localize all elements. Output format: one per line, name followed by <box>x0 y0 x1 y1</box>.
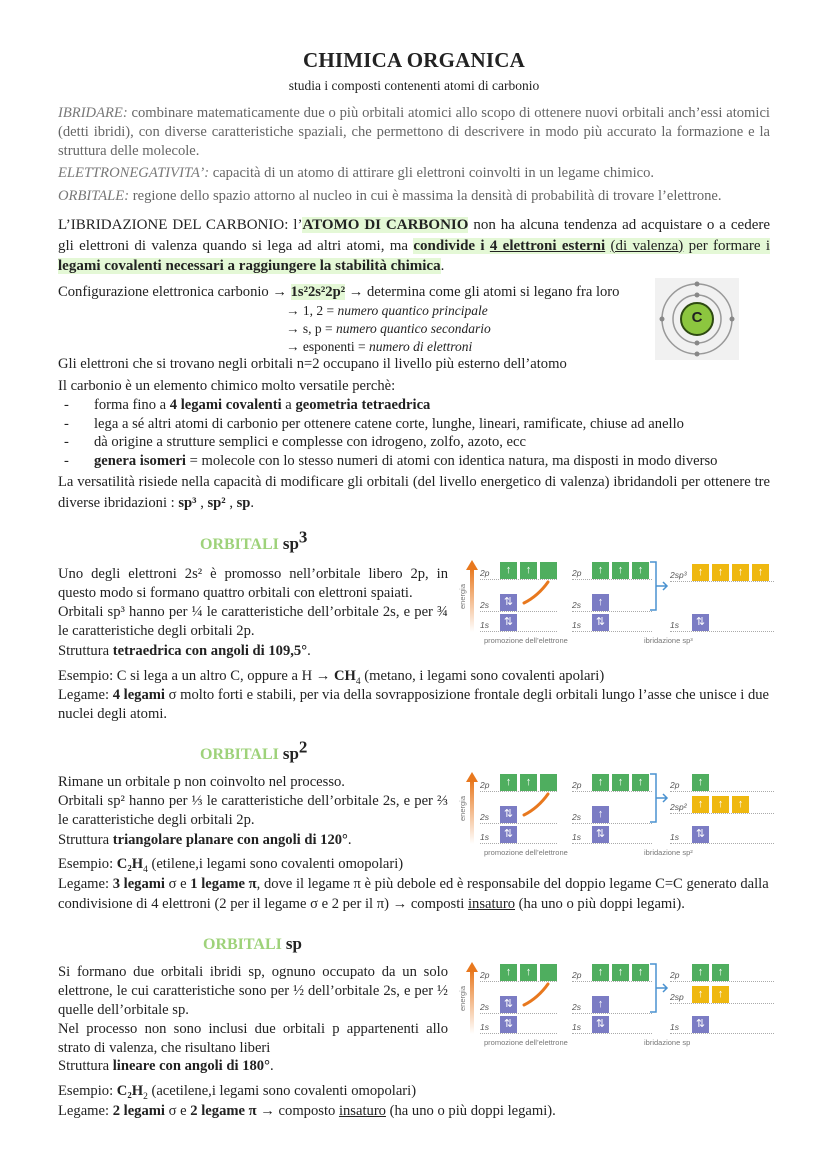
level-label: 1s <box>670 620 679 630</box>
text: Orbitali sp² hanno per ⅓ le caratteristiche dell’orbitale 2s, e per ⅔ le caratteristiche degli orbitali 2p. <box>58 793 448 828</box>
versatile-intro: Il carbonio è un elemento chimico molto versatile perchè: <box>58 378 396 394</box>
orbital-box-pair: ⇅ <box>692 1016 709 1033</box>
caption-hybridization: ibridazione sp³ <box>644 636 693 645</box>
text: 4 <box>355 676 361 687</box>
highlight-atomo: ATOMO DI CARBONIO <box>302 217 469 233</box>
text: insaturo <box>338 1103 386 1119</box>
orbital-box-up: ↑ <box>692 964 709 981</box>
promotion-arrow-icon <box>524 984 548 1005</box>
sp3-paragraph <box>58 565 448 641</box>
text: σ e <box>165 1103 191 1119</box>
text: 4 legami <box>112 687 165 703</box>
orbital-box-pair: ⇅ <box>500 614 517 631</box>
level-label: 2p <box>670 780 680 790</box>
text: 4 legami covalenti <box>169 397 282 413</box>
text: ORBITALI <box>200 536 279 553</box>
text: 2 legami <box>112 1103 165 1119</box>
energy-arrow-icon <box>470 970 474 1034</box>
orbital-box-pair: ⇅ <box>592 826 609 843</box>
text: sp <box>285 934 302 953</box>
orbital-box-pair: ⇅ <box>500 806 517 823</box>
definition-text: regione dello spazio attorno al nucleo in cui è massima la densità di probabilità di trovare l’elettrone. <box>129 188 722 204</box>
orbital-box-pair: ⇅ <box>500 594 517 611</box>
text: legami covalenti necessari a raggiungere la stabilità chimica <box>58 258 441 274</box>
text: La versatilità risiede nella capacità di modificare gli orbitali (del livello energetico di valenza) ibridandoli per ottenere tre diverse ibridazioni : <box>58 474 770 511</box>
text: Struttura <box>58 832 113 848</box>
list-item <box>58 433 770 452</box>
orbital-box-up: ↑ <box>712 796 729 813</box>
bracket-icon <box>650 562 656 610</box>
page-subtitle: studia i composti contenenti atomi di carbonio <box>288 78 540 93</box>
text: C₂H <box>116 1083 144 1099</box>
orbital-box-up: ↑ <box>500 964 517 981</box>
text: sp <box>282 744 299 763</box>
text: Rimane un orbitale p non coinvolto nel processo. <box>58 774 345 790</box>
level-label: 1s <box>670 832 679 842</box>
text: tetraedrica con angoli di 109,5° <box>112 643 308 659</box>
energy-axis-label: energia <box>458 985 468 1012</box>
orbital-box-up: ↑ <box>612 774 629 791</box>
text: dà origine a strutture semplici e complesse con idrogeno, zolfo, azoto, ecc <box>94 434 526 450</box>
level-label: 2s <box>572 600 581 610</box>
bullet: - <box>64 415 69 432</box>
orbital-diagram-sp2 <box>458 770 772 866</box>
orbital-box-pair: ⇅ <box>692 826 709 843</box>
orbital-box-up: ↑ <box>632 964 649 981</box>
text: ORBITALI <box>203 936 282 953</box>
orbital-box-up: ↑ <box>592 996 609 1013</box>
text: . <box>347 832 352 848</box>
text: 4 elettroni esterni <box>489 237 606 254</box>
versatile-list <box>58 396 770 470</box>
list-item <box>58 415 770 434</box>
energy-arrow-icon <box>470 780 474 844</box>
definition-term: ELETTRONEGATIVITA’: <box>58 165 210 181</box>
text: σ molto forti e stabili, per via della sovrapposizione frontale degli orbitali lungo l’asse che unisce i due nuclei degli atomi. <box>58 687 770 722</box>
orbital-box-up: ↑ <box>752 564 769 581</box>
text: (ha uno o più doppi legami). <box>515 896 685 912</box>
carbon-atom-image <box>655 278 739 360</box>
ibridazione-paragraph <box>58 215 770 277</box>
text: . <box>269 1058 274 1074</box>
text: numero quantico principale <box>337 303 488 318</box>
definition-term: IBRIDARE: <box>58 105 128 121</box>
text: genera isomeri <box>94 452 186 469</box>
orbital-diagram-sp <box>458 960 772 1056</box>
list-item <box>58 452 770 471</box>
orbital-box-up: ↑ <box>612 964 629 981</box>
orbital-box-up: ↑ <box>500 774 517 791</box>
orbital-box-up: ↑ <box>692 986 709 1003</box>
heading-sp3 <box>200 527 308 554</box>
caption-hybridization: ibridazione sp <box>644 1038 691 1047</box>
text: → composto <box>256 1103 339 1119</box>
text: 4 <box>143 864 148 875</box>
level-label: 2s <box>572 1002 581 1012</box>
text: = molecole con lo stesso numeri di atomi con identica natura, ma disposti in modo diverso <box>186 452 718 469</box>
text: C₂H <box>116 856 144 872</box>
orbital-box-up: ↑ <box>520 964 537 981</box>
bracket-icon <box>650 774 656 822</box>
text: Esempio: <box>58 856 117 872</box>
level-label: 2p <box>572 568 582 578</box>
text: forma fino a <box>94 397 170 413</box>
page-title: CHIMICA ORGANICA <box>303 48 525 72</box>
text: non ha alcuna tendenza ad acquistare o a cedere gli elettroni di valenza quando si lega ad altri atomi, ma <box>58 217 771 254</box>
text: L’IBRIDAZIONE DEL CARBONIO: l’ <box>58 217 303 233</box>
text: Esempio: C si lega a un altro C, oppure a H → <box>58 668 335 684</box>
level-label: 2s <box>480 812 489 822</box>
text: ORBITALI <box>200 746 279 763</box>
text: . <box>307 643 311 659</box>
text: (etilene,i legami sono covalenti omopolari) <box>147 856 404 872</box>
text: , <box>225 495 237 511</box>
text: Legame: <box>58 687 113 703</box>
text: sp² <box>207 495 226 511</box>
text: per formare i <box>683 237 770 254</box>
level-label: 2p <box>572 780 582 790</box>
text: 2 <box>298 737 308 757</box>
sp2-legame <box>58 874 770 914</box>
orbital-box-pair: ⇅ <box>500 1016 517 1033</box>
orbital-box-up: ↑ <box>632 562 649 579</box>
text: (di valenza) <box>610 237 684 254</box>
orbital-box-up: ↑ <box>712 986 729 1003</box>
text: → esponenti = <box>286 339 369 354</box>
text: . <box>250 495 255 511</box>
config-note <box>286 302 828 320</box>
caption-promotion: promozione dell’elettrone <box>484 636 568 645</box>
orbital-box-up: ↑ <box>520 774 537 791</box>
promotion-arrow-icon <box>524 582 548 603</box>
text: . <box>440 258 445 274</box>
text: → 1, 2 = <box>286 303 338 318</box>
text: (acetilene,i legami sono covalenti omopolari) <box>147 1083 417 1099</box>
level-label: 1s <box>480 1022 489 1032</box>
sp3-legame <box>58 686 770 724</box>
heading-sp2 <box>200 737 308 764</box>
level-label: 2p <box>572 970 582 980</box>
sp-paragraph <box>58 963 448 1058</box>
text: lega a sé altri atomi di carbonio per ottenere catene corte, lunghe, lineari, ramificate, chiuse ad anello <box>94 415 684 432</box>
text: Configurazione elettronica carbonio → <box>58 284 291 300</box>
level-label: 1s <box>670 1022 679 1032</box>
text: (metano, i legami sono covalenti apolari) <box>360 668 605 684</box>
orbital-box-up: ↑ <box>592 806 609 823</box>
hybridize-arrow-icon <box>656 984 667 992</box>
orbital-box-up: ↑ <box>732 564 749 581</box>
text: , dove il legame π è più debole ed è responsabile del doppio legame C=C generato dalla condivisione di 4 elettroni (2 per il legame σ e 2 per il π) → composti <box>58 876 769 912</box>
n2-sentence: Gli elettroni che si trovano negli orbitali n=2 occupano il livello più esterno dell’atomo <box>58 356 567 372</box>
definition-elettronegativita <box>58 164 770 183</box>
level-label: 1s <box>572 832 581 842</box>
orbital-box-up: ↑ <box>712 964 729 981</box>
atom-symbol: C <box>691 309 703 326</box>
orbital-box-pair: ⇅ <box>500 826 517 843</box>
level-label: 2p <box>480 568 490 578</box>
orbital-box-up: ↑ <box>592 774 609 791</box>
level-label: 2s <box>480 600 489 610</box>
text: , <box>196 495 208 511</box>
definition-text: combinare matematicamente due o più orbitali atomici allo scopo di ottenere nuovi orbitali anch’essi atomici (detti ibridi), con diverse caratteristiche spaziali, che permettono di descrivere in modo più accurato la formazione e la struttura delle molecole. <box>58 105 770 159</box>
sp-struttura <box>58 1057 770 1076</box>
orbital-box-up: ↑ <box>592 594 609 611</box>
level-label: 2sp <box>670 992 684 1002</box>
electron-config-formula: 1s²2s²2p² <box>290 284 346 300</box>
orbital-box-up: ↑ <box>520 562 537 579</box>
bullet: - <box>64 452 69 469</box>
bullet: - <box>64 434 69 450</box>
text: → determina come gli atomi si legano fra loro <box>345 284 620 300</box>
caption-hybridization: ibridazione sp² <box>644 848 693 857</box>
hybridize-arrow-icon <box>656 582 667 590</box>
caption-promotion: promozione dell’elettrone <box>484 848 568 857</box>
text: Struttura <box>58 643 113 659</box>
text: condivide i <box>413 237 490 254</box>
level-label: 1s <box>480 832 489 842</box>
text: Si formano due orbitali ibridi sp, ognuno occupato da un solo elettrone, le cui caratteristiche sono per ½ dell’orbitale 2s, e per ½ quelle dell’orbitale sp. <box>58 964 448 1018</box>
level-label: 2sp³ <box>670 570 687 580</box>
level-label: 2sp² <box>670 802 687 812</box>
text: (ha uno o più doppi legami). <box>385 1103 556 1119</box>
text: numero di elettroni <box>368 339 473 354</box>
orbital-box-pair: ⇅ <box>692 614 709 631</box>
bullet: - <box>64 397 69 413</box>
text: sp³ <box>178 495 197 511</box>
config-note <box>286 338 828 356</box>
text: triangolare planare con angoli di 120° <box>112 832 348 848</box>
energy-axis-label: energia <box>458 795 468 822</box>
orbital-box-pair: ⇅ <box>592 614 609 631</box>
orbital-diagram-sp3 <box>458 558 772 654</box>
orbital-box-up: ↑ <box>692 796 709 813</box>
promotion-arrow-icon <box>524 794 548 815</box>
level-label: 2p <box>480 970 490 980</box>
text: Orbitali sp³ hanno per ¼ le caratteristiche dell’orbitale 2s, e per ¾ le caratteristiche degli orbitali 2p. <box>58 604 448 639</box>
orbital-box-up: ↑ <box>712 564 729 581</box>
definition-term: ORBITALE: <box>58 188 130 204</box>
definition-ibridare <box>58 104 770 161</box>
text: 3 legami <box>112 876 165 892</box>
text: Legame: <box>58 1103 113 1119</box>
text: lineare con angoli di 180° <box>112 1058 270 1074</box>
energy-arrow-icon <box>470 568 474 632</box>
level-label: 2s <box>480 1002 489 1012</box>
list-item <box>58 396 770 415</box>
text: Nel processo non sono inclusi due orbitali p appartenenti allo strato di valenza, che risultano liberi <box>58 1021 448 1056</box>
orbital-box-up: ↑ <box>632 774 649 791</box>
orbital-box-up: ↑ <box>732 796 749 813</box>
text: geometria tetraedrica <box>295 397 431 413</box>
level-label: 1s <box>480 620 489 630</box>
caption-promotion: promozione dell’elettrone <box>484 1038 568 1047</box>
text: sp <box>236 495 251 511</box>
text: Legame: <box>58 876 113 892</box>
orbital-box-up: ↑ <box>500 562 517 579</box>
sp-esempio <box>58 1082 770 1101</box>
orbital-box-up: ↑ <box>692 564 709 581</box>
text: 2 legame π <box>190 1103 257 1119</box>
level-label: 2p <box>670 970 680 980</box>
text: a <box>281 397 296 413</box>
text: numero quantico secondario <box>336 321 491 336</box>
definition-orbitale <box>58 187 770 206</box>
text: 2 <box>143 1091 148 1102</box>
definition-text: capacità di un atomo di attirare gli elettroni coinvolti in un legame chimico. <box>209 165 655 181</box>
text: insaturo <box>467 896 516 912</box>
text: 1 legame π <box>190 876 257 892</box>
sp-legame <box>58 1102 770 1121</box>
versatile-outro <box>58 472 770 514</box>
orbital-box-up: ↑ <box>592 964 609 981</box>
text: Struttura <box>58 1058 113 1074</box>
text: sp <box>282 534 299 553</box>
bracket-icon <box>650 964 656 1012</box>
sp3-esempio <box>58 667 770 686</box>
heading-sp <box>203 934 302 954</box>
text: 3 <box>298 527 308 547</box>
level-label: 2s <box>572 812 581 822</box>
energy-axis-label: energia <box>458 583 468 610</box>
hybridize-arrow-icon <box>656 794 667 802</box>
orbital-box-up: ↑ <box>692 774 709 791</box>
text: → s, p = <box>286 321 336 336</box>
text: σ e <box>165 876 191 892</box>
level-label: 1s <box>572 1022 581 1032</box>
level-label: 1s <box>572 620 581 630</box>
orbital-box-pair: ⇅ <box>592 1016 609 1033</box>
text: CH <box>334 668 356 684</box>
config-note <box>286 320 828 338</box>
text: Esempio: <box>58 1083 117 1099</box>
text: Uno degli elettroni 2s² è promosso nell’orbitale libero 2p, in questo modo si formano quattro orbitali con elettroni spaiati. <box>58 566 448 601</box>
orbital-box-up: ↑ <box>592 562 609 579</box>
level-label: 2p <box>480 780 490 790</box>
orbital-box-up: ↑ <box>612 562 629 579</box>
orbital-box-pair: ⇅ <box>500 996 517 1013</box>
sp2-paragraph <box>58 773 448 830</box>
